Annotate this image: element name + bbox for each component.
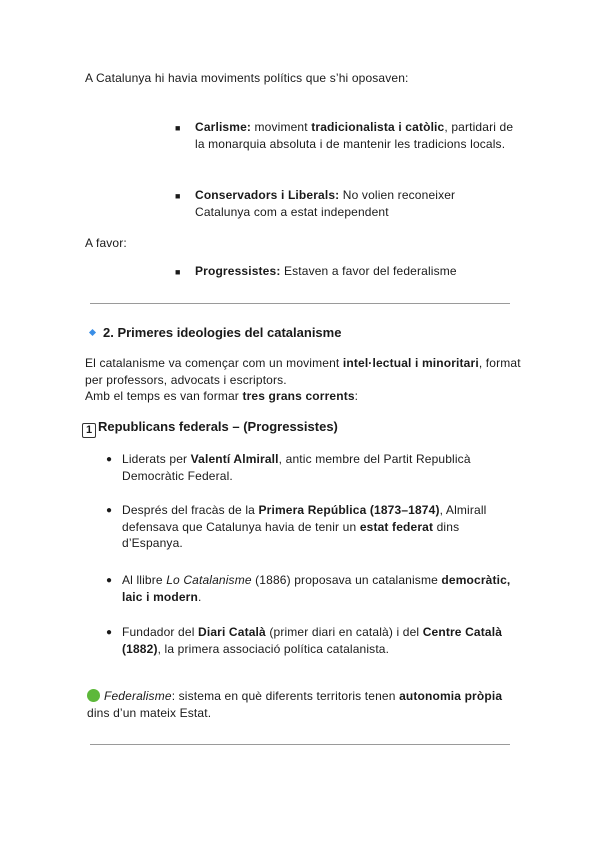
bold-segment: autonomia pròpia [399, 689, 503, 703]
bold-segment: tres grans corrents [242, 389, 355, 403]
intro-text: A Catalunya hi havia moviments polítics que s’hi oposaven: [85, 71, 409, 85]
text-segment: moviment [251, 120, 312, 134]
dot-bullet-icon: ● [106, 627, 113, 638]
keycap-one-icon: 1 [82, 423, 96, 438]
italic-segment: Federalisme [104, 689, 172, 703]
text-segment: (primer diari en català) i del [265, 625, 423, 639]
list-item-carlisme [195, 119, 525, 152]
text-segment: Estaven a favor del federalisme [280, 264, 457, 278]
favor-label: A favor: [85, 236, 127, 250]
square-bullet-icon: ■ [175, 267, 181, 277]
text-segment: : [354, 389, 359, 403]
list-item [122, 624, 522, 657]
subsection-heading [82, 419, 338, 438]
term-progressistes: Progressistes: [195, 264, 281, 278]
text-segment: . [197, 589, 202, 604]
subsection-title: Republicans federals – (Progressistes) [98, 419, 338, 434]
section-heading [90, 325, 341, 341]
list-item [122, 572, 522, 605]
list-item [122, 451, 522, 484]
square-bullet-icon: ■ [175, 123, 181, 133]
bold-segment: intel·lectual i minoritari [342, 356, 479, 370]
divider [90, 744, 510, 745]
diamond-icon [89, 329, 96, 336]
list-item-progressistes [195, 263, 457, 280]
bold-segment: tradicionalista i catòlic [311, 120, 445, 134]
text-segment: , antic membre del Partit Republicà Democràtic Federal. [122, 452, 471, 483]
text-segment: dins d’un mateix Estat. [87, 705, 212, 720]
text-segment: : sistema en què diferents territoris tenen [171, 689, 400, 703]
text-segment: No volien reconeixer Catalunya com a estat independent [195, 188, 456, 219]
text-segment: , la primera associació política catalanista. [157, 641, 390, 656]
text-segment: Amb el temps es van formar [85, 389, 243, 403]
bold-segment: Centre Català (1882) [122, 625, 503, 656]
dot-bullet-icon: ● [106, 505, 113, 516]
bold-segment: Diari Català [198, 625, 266, 639]
italic-segment: Lo Catalanisme [166, 573, 252, 587]
green-circle-icon [87, 689, 100, 702]
term-conservadors: Conservadors i Liberals: [195, 188, 340, 202]
text-segment: , Almirall defensava que Catalunya havia de tenir un [122, 503, 487, 534]
square-bullet-icon: ■ [175, 191, 181, 201]
text-segment: Liderats per [122, 452, 191, 466]
list-item-conservadors [195, 187, 505, 220]
bold-segment: estat federat [359, 519, 434, 534]
bold-segment: Valentí Almirall [190, 452, 279, 466]
text-segment: (1886) proposava un catalanisme [251, 573, 442, 587]
text-segment: Després del fracàs de la [122, 503, 259, 517]
dot-bullet-icon: ● [106, 454, 113, 465]
text-segment: El catalanisme va començar com un moviment [85, 356, 343, 370]
divider [90, 303, 510, 304]
section-title: 2. Primeres ideologies del catalanisme [103, 325, 342, 340]
bold-segment: Primera República (1873–1874) [258, 503, 440, 517]
text-segment: , partidari de la monarquia absoluta i de mantenir les tradicions locals. [195, 120, 514, 151]
section-paragraph [85, 355, 525, 405]
definition-note [87, 688, 507, 721]
dot-bullet-icon: ● [106, 575, 113, 586]
text-segment: , format per professors, advocats i escriptors. [85, 356, 521, 387]
text-segment: Al llibre [122, 573, 167, 587]
term-carlisme: Carlisme: [195, 120, 252, 134]
text-segment: dins d’Espanya. [122, 519, 460, 550]
bold-segment: democràtic, laic i modern [122, 573, 511, 604]
list-item [122, 502, 522, 552]
text-segment: Fundador del [122, 625, 199, 639]
